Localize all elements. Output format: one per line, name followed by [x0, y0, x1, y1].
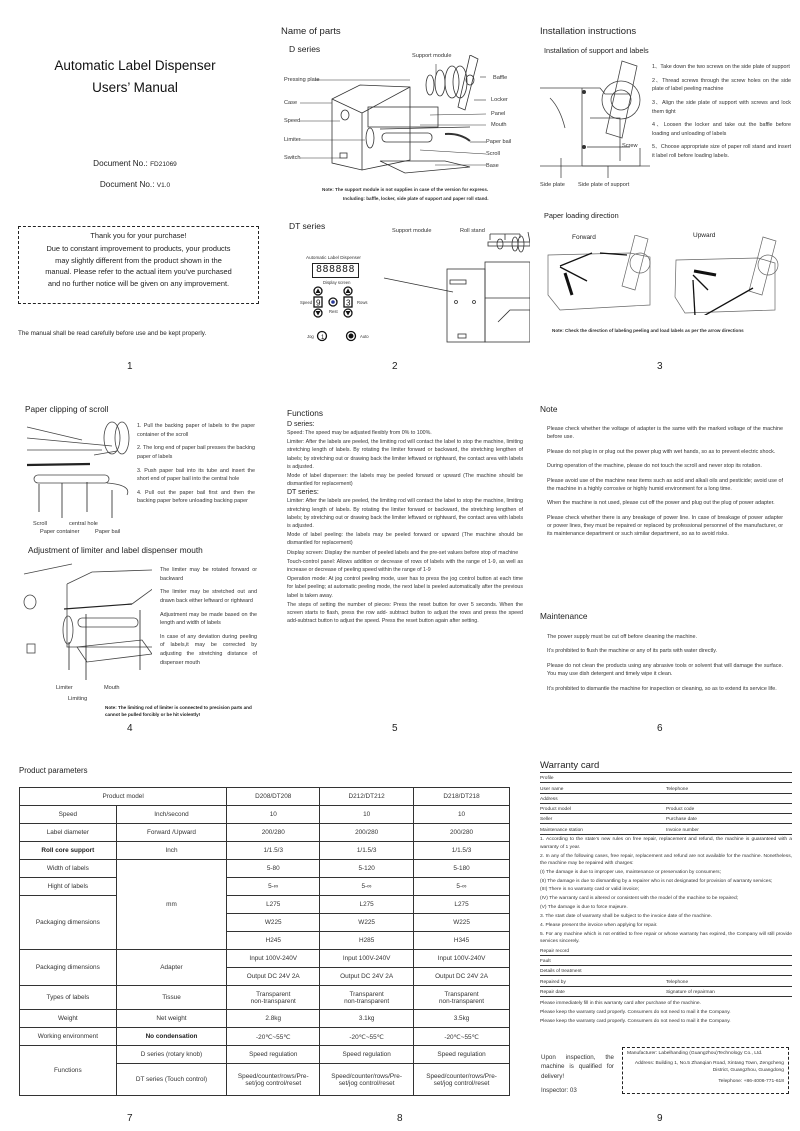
param-value: 200/280 — [227, 824, 320, 842]
label-locker: Locker — [491, 97, 508, 103]
read-carefully-note: The manual shall be read carefully before use and be kept properly. — [18, 330, 207, 337]
machine-case — [332, 85, 410, 170]
field-label: Repaired by — [540, 979, 566, 985]
label-side-plate: Side plate — [540, 182, 565, 188]
d-series-heading: D series — [289, 44, 321, 54]
document-version-value: V1.0 — [156, 182, 171, 189]
document-version — [0, 180, 270, 189]
value-line: Transparent — [349, 990, 384, 998]
display-screen: 888888 — [312, 263, 359, 278]
field-label: Repair record — [540, 948, 570, 954]
repair-field-row — [540, 966, 792, 976]
step: 2、Thread screws through the screw holes on the side plate of label peeling machine — [652, 77, 791, 93]
maintenance-item: It’s prohibited to flush the machine or any of its parts with water directly. — [547, 648, 717, 655]
table-row — [20, 878, 510, 896]
dt-side — [485, 262, 530, 342]
label-pressing-plate: Pressing plate — [284, 77, 320, 83]
page-number: 2 — [392, 361, 398, 372]
label-speed: Speed — [284, 118, 301, 124]
field-label: Product code — [666, 807, 695, 813]
function-item: Limiter: After the labels are peeled, the limiting rod will contact the label to stop the machine, limiting stretching length of labels. By rotating the limiter forward or backward, the stretching lengthen of labels; by stretching out or drawing back the limiter leftward or rightward, the contact area with labels is adjusted. — [287, 498, 523, 530]
warranty-field-row — [540, 783, 792, 793]
table-row — [20, 1046, 510, 1064]
d-series-note-line1: Note: The support module is not supplies in case of the version for express. — [322, 187, 489, 192]
speed-label: Speed — [300, 300, 313, 305]
function-item: Display screen: Display the number of peeled labels and the pre-set values before stop of machine — [287, 549, 519, 556]
param-value — [227, 1064, 320, 1096]
label-paper-bail: Paper bail — [486, 139, 512, 145]
model-header: D218/DT218 — [414, 788, 510, 806]
field-label: Signature of repairman — [666, 989, 715, 995]
label-side-plate-support: Side plate of support — [578, 182, 630, 188]
field-label: Repair date — [540, 989, 565, 995]
maintenance-item: It’s prohibited to dismantle the machine for inspection or cleaning, so as to extend its service life. — [547, 685, 777, 692]
param-value: L275 — [227, 896, 320, 914]
section-title: Installation instructions — [540, 26, 637, 37]
label-scroll: Scroll — [33, 521, 47, 527]
label-roll-stand: Roll stand — [460, 228, 485, 234]
value-line: set/jog control/reset — [433, 1079, 490, 1087]
page-number: 3 — [657, 361, 663, 372]
upward-label: Upward — [693, 232, 716, 239]
machine-base — [380, 161, 470, 173]
param-name: Weight — [20, 1010, 117, 1028]
repair-field-row — [540, 976, 792, 986]
table-row — [20, 788, 510, 806]
document-number — [0, 159, 270, 168]
manual-title: Automatic Label Dispenser — [54, 58, 216, 73]
subsection-title: Installation of support and labels — [544, 46, 649, 55]
param-name: Types of labels — [20, 986, 117, 1010]
section-title: Functions — [287, 408, 323, 418]
page-9-warranty-card — [540, 760, 792, 1027]
thanks-text: Thank you for your purchase! — [90, 231, 187, 240]
table-row — [20, 806, 510, 824]
maintenance-title: Maintenance — [540, 611, 588, 621]
param-value: W225 — [227, 914, 320, 932]
step: 1. Pull the backing paper of labels to the paper container of the scroll — [137, 423, 255, 438]
param-name: Packaging dimensions — [20, 896, 117, 950]
warranty-term: (I) The damage is due to improper use, maintenance or preservation by consumers; — [540, 869, 721, 875]
label-scroll: Scroll — [486, 151, 500, 157]
forward-machine — [548, 253, 650, 310]
warranty-footer-note: Please immediately fill in this warranty card after purchase of the machine. — [540, 1000, 701, 1006]
label-paper-container: Paper container — [40, 529, 80, 535]
param-value: -20℃~55℃ — [320, 1028, 414, 1046]
step: 5、Choose appropriate size of paper roll stand and insert it label roll before loading labels. — [652, 144, 791, 160]
label-mouth: Mouth — [491, 122, 507, 128]
note-item: Please avoid use of the machine near items such as acid and alkali oils and pesticide; avoid use of the machine in a highly corrosive or highly humid environment for a long time. — [547, 477, 783, 492]
param-unit: mm — [116, 860, 227, 950]
step: 2. The long end of paper bail presses the backing paper of labels — [137, 445, 255, 460]
param-unit: DT series (Touch control) — [116, 1064, 227, 1096]
warranty-term: 2. In any of the following cases, free repair, replacement and refund are not available for the machine. Nonetheless, the machine may be repaired with charges: — [540, 853, 792, 866]
warranty-term: (III) There is no warranty card or valid invoice; — [540, 887, 640, 893]
page-number: 4 — [127, 723, 133, 734]
rows-digit: 3 — [346, 298, 351, 308]
note-item: Please check whether there is any breakage of power line. In case of breakage of power adapter or power lines, they must be repaired or replaced by professional personnel of the manufacturer, or its maintenance department or such similar department, so as to avoid risks. — [547, 514, 783, 538]
notice-line: and no further notice will be given on any improvement. — [47, 278, 230, 288]
param-value: Speed regulation — [414, 1046, 510, 1064]
param-value: Output DC 24V 2A — [227, 968, 320, 986]
table-header: Product model — [20, 788, 227, 806]
svg-text:1: 1 — [321, 335, 325, 341]
notice-line: Due to constant improvement to products, your products — [46, 244, 231, 254]
warranty-term: (IV) The warranty card is altered or consistent with the model of the machine to be repaired; — [540, 896, 739, 902]
value-line: Speed/counter/rows/Pre- — [331, 1072, 402, 1080]
value-line: set/jog control/reset — [338, 1079, 395, 1087]
manufacturer-telephone: Telephone: +86-4006-771-618 — [718, 1078, 784, 1084]
label-support-module: Support module — [412, 53, 452, 59]
param-value: L275 — [414, 896, 510, 914]
dt-series-heading: DT series: — [287, 489, 319, 497]
inspection-statement: Upon inspection, the machine is qualified for delivery! — [541, 1054, 614, 1080]
document-number-label: Document No.: — [93, 159, 148, 168]
param-value — [320, 986, 414, 1010]
param-unit: Inch/second — [116, 806, 227, 824]
field-label: Profile — [540, 776, 554, 782]
param-unit: Net weight — [116, 1010, 227, 1028]
table-row — [20, 860, 510, 878]
section-title: Adjustment of limiter and label dispenser mouth — [28, 545, 203, 555]
param-unit: No condensation — [116, 1028, 227, 1046]
param-value: 1/1.5/3 — [320, 842, 414, 860]
param-name: Roll core support — [20, 842, 117, 860]
page-number: 8 — [397, 1113, 403, 1124]
param-value: 5-80 — [227, 860, 320, 878]
function-item: Mode of label dispenser: the labels may be peeled forward or upward (The machine should be dismantled for replacement) — [287, 473, 523, 488]
param-name: Packaging dimensions — [20, 950, 117, 986]
field-label: Details of treatment — [540, 969, 582, 975]
step: 3、Align the side plate of support with screws and lock them tight — [652, 99, 791, 115]
table-row — [20, 1010, 510, 1028]
notice-box — [18, 226, 259, 304]
document-version-label: Document No.: — [99, 180, 155, 189]
limiter-note: Note: The limiting rod of limiter is connected to precision parts and cannot be pulled forcibly or be hit violently! — [105, 705, 252, 717]
model-header: D208/DT208 — [227, 788, 320, 806]
repair-field-row — [540, 987, 792, 997]
param-value: 10 — [414, 806, 510, 824]
value-line: Speed/counter/rows/Pre- — [237, 1072, 309, 1080]
param-value: 3.5kg — [414, 1010, 510, 1028]
param-value — [414, 1064, 510, 1096]
table-row — [20, 896, 510, 914]
value-line: set/jog control/reset — [245, 1079, 302, 1087]
param-value: -20℃~55℃ — [414, 1028, 510, 1046]
value-line: Transparent — [444, 990, 479, 998]
param-value: 200/280 — [414, 824, 510, 842]
maintenance-list — [547, 633, 783, 699]
field-label: Fault — [540, 959, 551, 965]
paper-loading-diagram — [540, 235, 790, 315]
param-value — [414, 986, 510, 1010]
label-base: Base — [486, 163, 499, 169]
field-label: Product model — [540, 807, 571, 813]
warranty-field-row — [540, 824, 792, 834]
param-value: 10 — [227, 806, 320, 824]
limiter-diagram — [22, 562, 152, 682]
warranty-term: (II) The damage is due to dismantling by a repairer who is not designated for provision of warranty services; — [540, 878, 773, 884]
param-value: L275 — [320, 896, 414, 914]
function-item: Mode of label peeling: the labels may be peeled forward or upward (The machine should be dismantled for replacement) — [287, 532, 523, 547]
field-label: Purchase date — [666, 817, 697, 823]
param-unit: D series (rotary knob) — [116, 1046, 227, 1064]
param-name: Label diameter — [20, 824, 117, 842]
param-value: -20℃~55℃ — [227, 1028, 320, 1046]
param-value: W225 — [320, 914, 414, 932]
paper-loading-title: Paper loading direction — [544, 211, 619, 220]
warranty-field-row — [540, 814, 792, 824]
param-value: H285 — [320, 932, 414, 950]
field-label: Seller — [540, 817, 553, 823]
note-list — [547, 425, 783, 545]
page-number: 1 — [127, 361, 133, 372]
label-limiter: Limiter — [284, 137, 301, 143]
note-item: Please check whether the voltage of adapter is the same with the marked voltage of the machine before use. — [547, 426, 783, 441]
table-row — [20, 950, 510, 968]
page-number: 9 — [657, 1113, 663, 1124]
panel-title: Automatic Label Dispenser — [306, 255, 361, 260]
param-value: Input 100V-240V — [414, 950, 510, 968]
support-module-rollers — [426, 66, 474, 98]
warranty-term: 4. Please present the invoice when applying for repair. — [540, 922, 658, 928]
manufacturer-address: Address: Building 1, No.5 Zhanqian Road, Xintang Town, Zengcheng District, Guangzhou, Guangdong — [634, 1061, 784, 1074]
warranty-footer-note: Please keep the warranty card properly. Consumers do not need to mail it the Company. — [540, 1009, 731, 1015]
warranty-term: 3. The start date of warranty shall be subject to the invoice date of the machine. — [540, 914, 712, 920]
param-value: 3.1kg — [320, 1010, 414, 1028]
param-value: Output DC 24V 2A — [414, 968, 510, 986]
warranty-term: 1. According to the state’s new rules on free repair, replacement and refund, the machine is guaranteed with a warranty of 1 year. — [540, 837, 792, 850]
param-name: Working environment — [20, 1028, 117, 1046]
param-value: Input 100V-240V — [320, 950, 414, 968]
param-value: 5-∞ — [414, 878, 510, 896]
param-value: 1/1.5/3 — [227, 842, 320, 860]
scroll-diagram — [22, 420, 134, 520]
value-line: non-transparent — [250, 997, 296, 1005]
baffle-shape — [458, 55, 478, 110]
reset-label: Rest — [329, 309, 338, 314]
param-value: 5-120 — [320, 860, 414, 878]
param-value: W225 — [414, 914, 510, 932]
manufacturer: Manufacturer: Labelhanding (Guangzhou)Technology Co., Ltd. — [627, 1051, 763, 1056]
parameters-table — [19, 787, 510, 1096]
manufacturer-box — [622, 1047, 789, 1094]
param-value: 200/280 — [320, 824, 414, 842]
label-paper-bail: Paper bail — [95, 529, 121, 535]
page-number: 6 — [657, 723, 663, 734]
limiter-shape — [366, 128, 374, 148]
warranty-field-row — [540, 804, 792, 814]
label-baffle: Baffle — [493, 75, 508, 81]
inspector: Inspector: 03 — [541, 1087, 577, 1094]
step: Adjustment may be made based on the length and width of labels — [160, 611, 257, 627]
label-switch: Switch — [284, 155, 301, 161]
param-value: Input 100V-240V — [227, 950, 320, 968]
auto-label: Auto — [360, 334, 369, 339]
warranty-footer-note: Please keep the warranty card properly. Consumers do not need to mail it the Company. — [540, 1018, 731, 1024]
warranty-term: 5. For any machine which is not entitled to free repair or whose warranty has expired, the Company will still provide services sincerely. — [540, 931, 792, 945]
dt-series-heading: DT series — [289, 221, 326, 231]
step: 4. Pull out the paper bail first and then the backing paper before unloading backing paper — [137, 489, 255, 505]
support-installation-diagram — [540, 58, 650, 178]
dt-series-machine-diagram — [370, 232, 530, 352]
section-title: Note — [540, 404, 558, 414]
label-panel: Panel — [491, 111, 506, 117]
notice-line: manual. Please refer to the actual item you’ve purchased — [45, 267, 232, 277]
maintenance-item: The power supply must be cut off before cleaning the machine. — [547, 634, 698, 640]
label-case: Case — [284, 100, 298, 106]
repair-field-row — [540, 956, 792, 966]
warranty-term: (V) The damage is due to force majeure. — [540, 905, 628, 911]
function-item: The steps of setting the number of pieces: Press the reset button for over 5 seconds. When the screen starts to flash, press the row add- subtract button to adjust the rows and press the speed add-subtract button to adjust the speed. Press the reset button again after setting. — [287, 601, 523, 625]
table-row — [20, 986, 510, 1010]
limiter-steps — [160, 566, 257, 672]
document-number-value: FD21069 — [150, 161, 177, 168]
param-name: Speed — [20, 806, 117, 824]
step: 4、Loosen the locker and take out the baffle before loading and unloading of labels — [652, 122, 791, 137]
param-name: Functions — [20, 1046, 117, 1096]
table-row — [20, 824, 510, 842]
param-unit: Adapter — [116, 950, 227, 986]
param-value: 10 — [320, 806, 414, 824]
jog-label: Jog — [307, 334, 314, 339]
function-item: Limiter: After the labels are peeled, the limiting rod will contact the label to stop the machine, limiting stretching length of labels. By rotating the limiter forward or backward, the stretching lengthen of labels; by stretching out or drawing back the limiter leftward or rightward, the contact area with labels is adjusted. — [287, 439, 523, 470]
function-item: Touch-control panel: Allows addition or decrease of rows of labels with the range of 1-9, as well as increase or decrease of peeling speed within the range of 1-9 — [287, 558, 523, 574]
d-series-note-line2: Including: baffle, locker, side plate of support and paper roll stand. — [343, 196, 489, 201]
param-value: Speed regulation — [320, 1046, 414, 1064]
warranty-field-row — [540, 773, 792, 783]
section-title: Product parameters — [19, 766, 88, 775]
value-line: non-transparent — [438, 997, 485, 1005]
function-item: Speed: The speed may be adjusted flexibly from 0% to 100%. — [287, 430, 432, 436]
step: The limiter may be stretched out and drawn back either leftward or rightward — [160, 589, 257, 604]
step: The limiter may be rotated forward or backward — [160, 567, 257, 582]
switch-shape — [340, 153, 347, 158]
param-value: 5-180 — [414, 860, 510, 878]
function-item: Operation mode: At jog control peeling mode, user has to press the jog control button at each time for label peeling; at automatic peeling mode, the next label is peeled automatically after the previous label is taken away. — [287, 576, 523, 599]
param-value: 5-∞ — [320, 878, 414, 896]
table-row — [20, 1028, 510, 1046]
param-value: H345 — [414, 932, 510, 950]
param-value — [227, 986, 320, 1010]
upward-machine — [675, 258, 775, 313]
page-number: 5 — [392, 723, 398, 734]
warranty-title: Warranty card — [540, 760, 792, 773]
param-unit: Inch — [116, 842, 227, 860]
param-value: Speed regulation — [227, 1046, 320, 1064]
notice-line: may slightly different from the product shown in the — [55, 255, 222, 265]
step: In case of any deviation during peeling of labels,it may be corrected by adjusting the stretching distance of dispenser mouth — [160, 633, 257, 666]
param-value: 1/1.5/3 — [414, 842, 510, 860]
field-label: Invoice number — [666, 827, 699, 833]
param-value — [320, 1064, 414, 1096]
section-title: Paper clipping of scroll — [25, 404, 109, 414]
param-name: Hight of labels — [20, 878, 117, 896]
field-label: User name — [540, 786, 564, 792]
field-label: Maintenance station — [540, 827, 583, 833]
note-item: During operation of the machine, please do not touch the scroll and never stop its rotation. — [547, 463, 762, 470]
note-item: When the machine is not used, please cut off the power and plug out the plug of power adapter. — [547, 500, 775, 507]
scroll-steps — [137, 422, 255, 511]
param-unit: Forward /Upward — [116, 824, 227, 842]
label-mouth: Mouth — [104, 685, 120, 691]
label-central-hole: central hole — [69, 521, 98, 527]
param-value: H245 — [227, 932, 320, 950]
value-line: non-transparent — [344, 997, 390, 1005]
field-label: Telephone — [666, 786, 689, 792]
d-series-heading: D series: — [287, 421, 315, 428]
label-limiter: Limiter — [56, 685, 73, 691]
value-line: Speed/counter/rows/Pre- — [426, 1072, 497, 1080]
warranty-field-row — [540, 794, 792, 804]
forward-label: Forward — [572, 234, 596, 241]
table-row — [20, 842, 510, 860]
field-label: Telephone — [666, 979, 689, 985]
field-label: Address — [540, 796, 558, 802]
note-item: Please do not plug in or plug out the power plug with wet hands, so as to prevent electric shock. — [547, 448, 776, 455]
display-screen-label: Display screen — [323, 280, 351, 285]
manual-subtitle: Users’ Manual — [92, 80, 178, 95]
label-screw: Screw — [622, 143, 638, 149]
paper-loading-note: Note: Check the direction of labeling peeling and load labels as per the arrow directions — [552, 328, 744, 333]
param-name: Width of labels — [20, 860, 117, 878]
label-limiting: Limiting — [68, 696, 88, 702]
param-unit: Tissue — [116, 986, 227, 1010]
param-value: 2.8kg — [227, 1010, 320, 1028]
speed-digit: 9 — [316, 298, 321, 308]
section-title: Name of parts — [281, 26, 341, 37]
label-dt-support-module: Support module — [392, 228, 432, 234]
param-value: Output DC 24V 2A — [320, 968, 414, 986]
page-5-functions — [287, 408, 523, 626]
value-line: Transparent — [256, 990, 291, 998]
rows-label: Rows — [357, 300, 368, 305]
installation-steps — [652, 63, 791, 166]
repair-field-row — [540, 945, 792, 955]
maintenance-item: Please do not clean the products using any abrasive tools or solvent that will damage the surface. You may use dish detergent and timely wipe it clean. — [547, 662, 783, 678]
param-value: 5-∞ — [227, 878, 320, 896]
page-number: 7 — [127, 1113, 133, 1124]
step: 3. Push paper bail into its tube and insert the short end of paper bail into the central hole — [137, 467, 255, 483]
step: 1、Take down the two screws on the side plate of support — [652, 64, 790, 70]
model-header: D212/DT212 — [320, 788, 414, 806]
